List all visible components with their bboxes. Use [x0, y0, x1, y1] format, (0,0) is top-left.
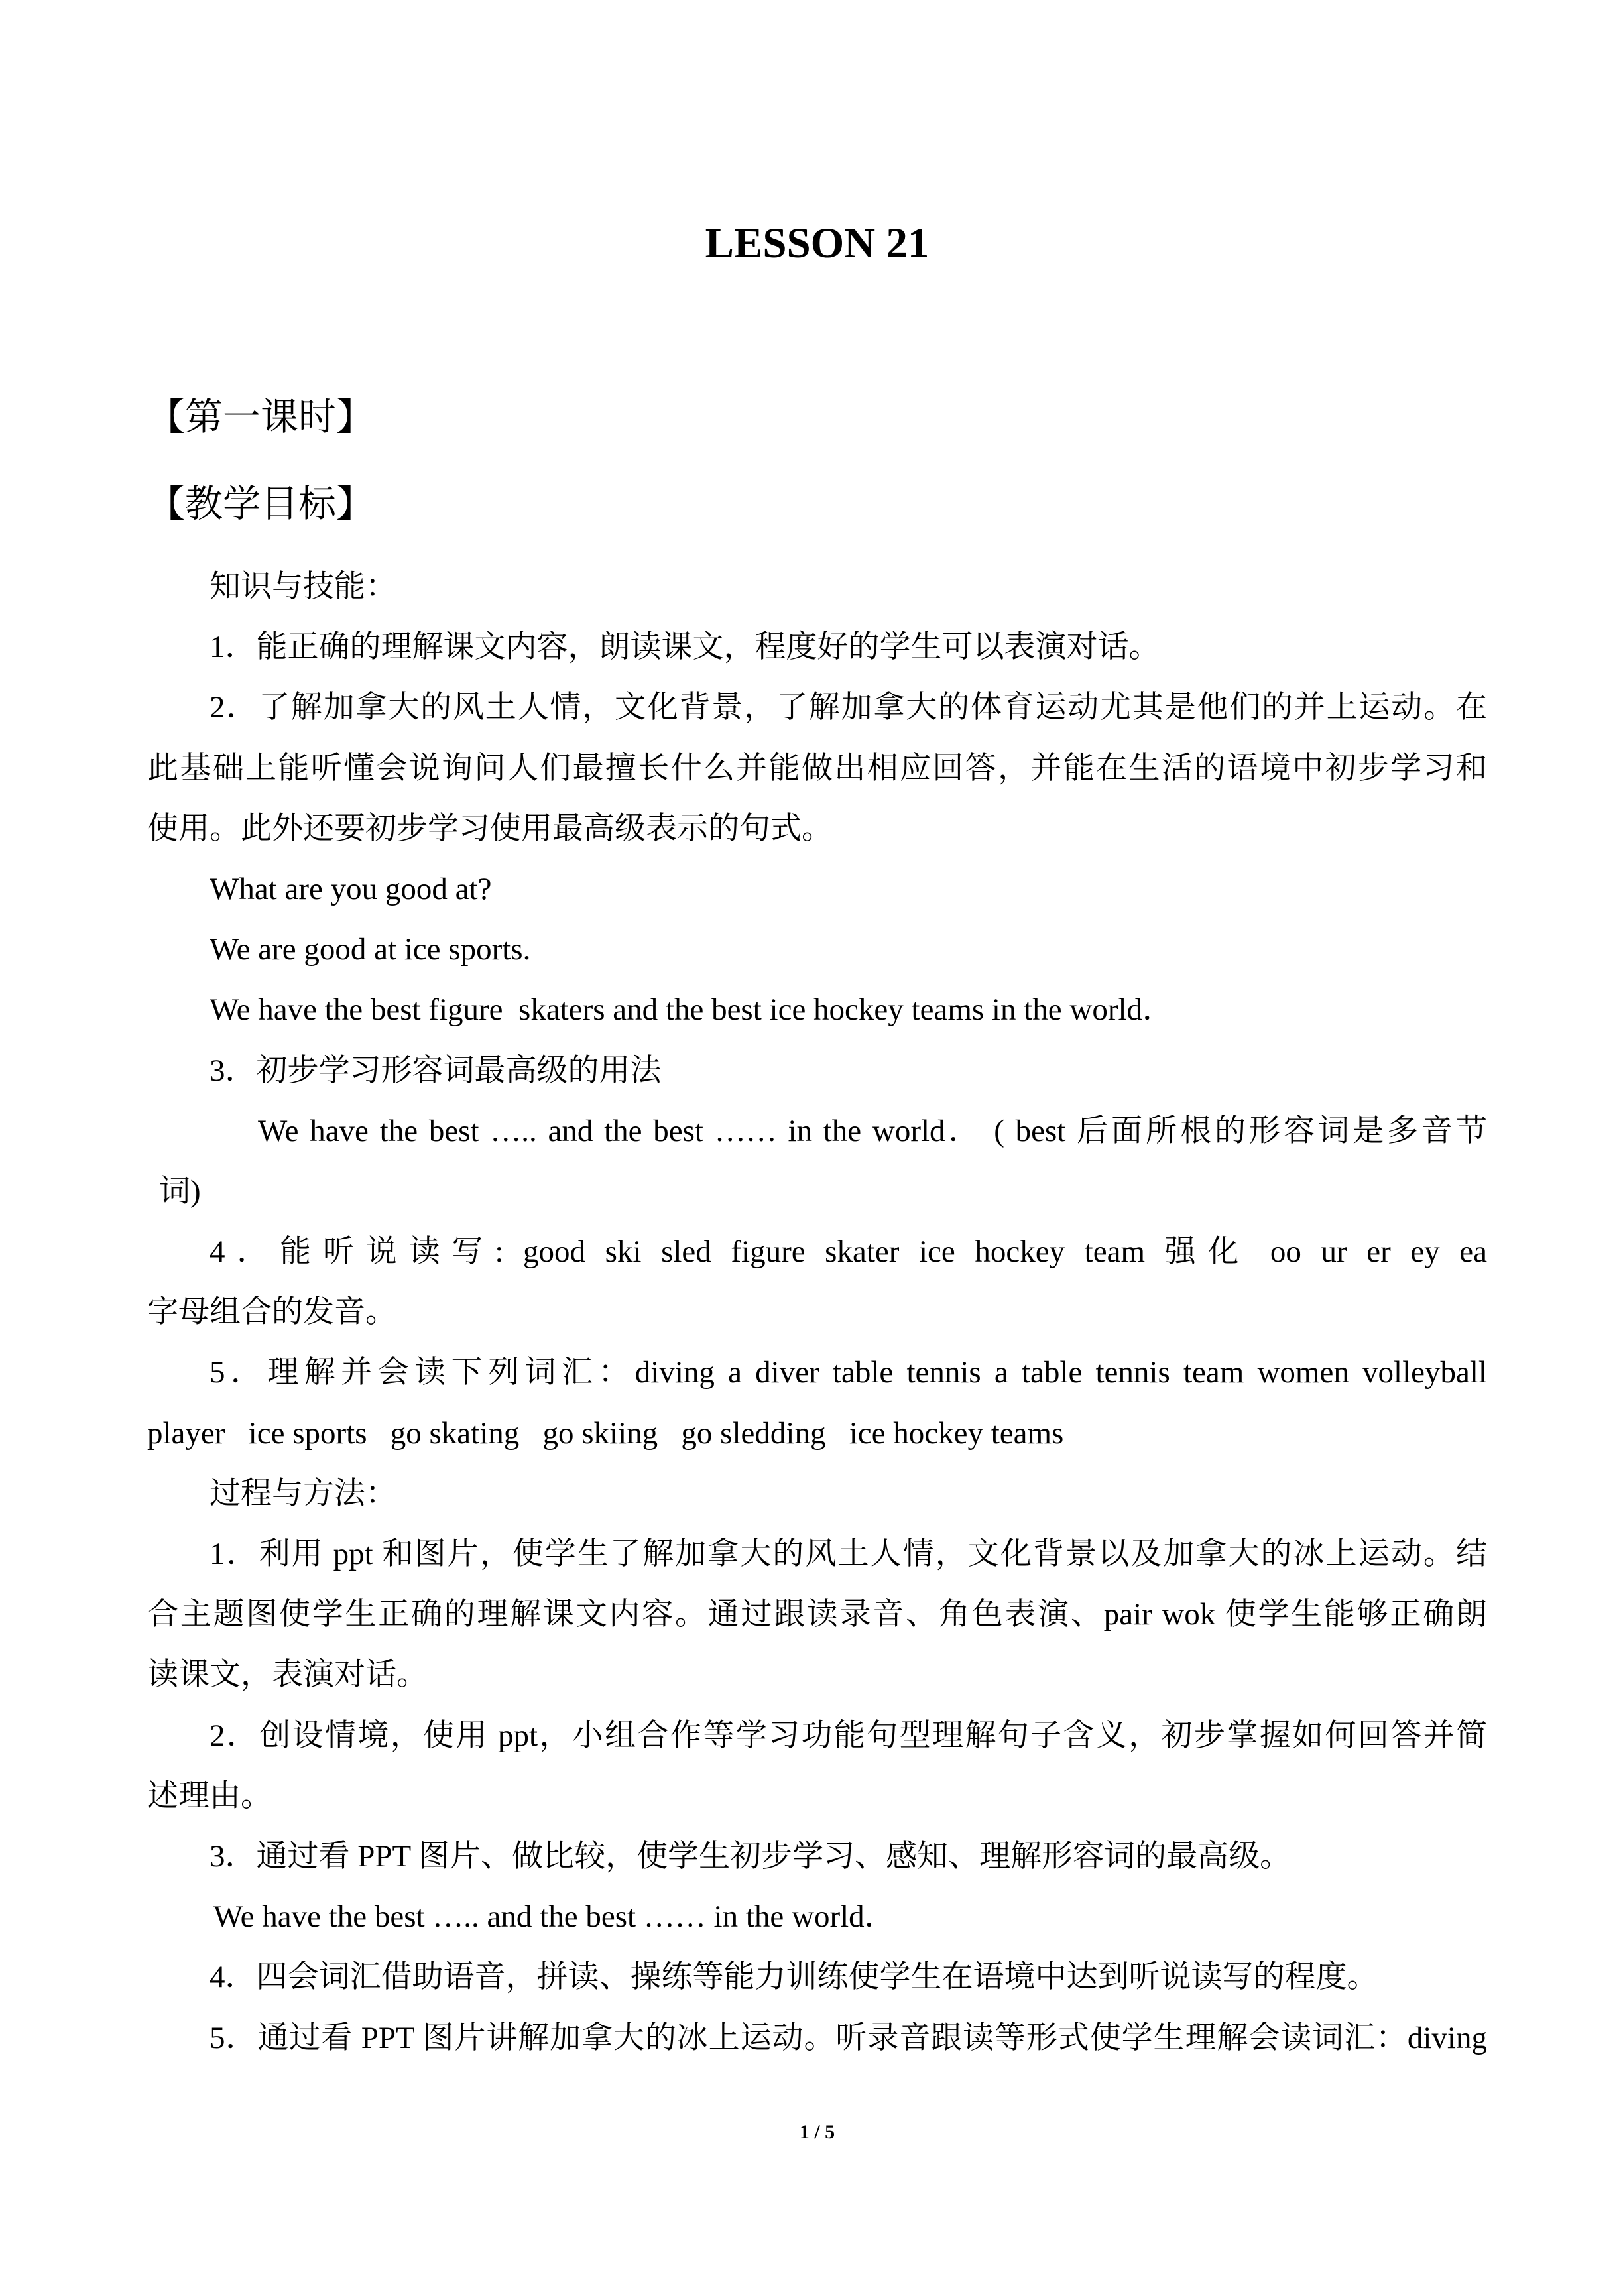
example-sentence: 词) — [159, 1174, 201, 1209]
method-line: 3．通过看 PPT 图片、做比较，使学生初步学习、感知、理解形容词的最高级。 — [210, 1839, 1292, 1874]
method-line: 1．利用 ppt 和图片，使学生了解加拿大的风土人情，文化背景以及加拿大的冰上运动。结 — [210, 1537, 1487, 1571]
objective-line: 3．初步学习形容词最高级的用法 — [210, 1053, 662, 1088]
objective-line: player ice sports go skating go skiing go sledding ice hockey teams — [147, 1416, 1064, 1451]
example-sentence: What are you good at? — [210, 871, 492, 906]
method-line: 读课文，表演对话。 — [147, 1658, 428, 1693]
lesson-title: LESSON 21 — [705, 219, 930, 267]
objectives-body — [147, 557, 1487, 2069]
objective-line: 1．能正确的理解课文内容，朗读课文，程度好的学生可以表演对话。 — [210, 630, 1160, 665]
example-sentence: We have the best figure skaters and the best ice hockey teams in the world． — [210, 993, 1174, 1028]
example-sentence: We have the best ….. and the best …… in the world． — [213, 1900, 896, 1935]
objective-line: 此基础上能听懂会说询问人们最擅长什么并能做出相应回答，并能在生活的语境中初步学习和 — [147, 751, 1487, 786]
objective-line: 使用。此外还要初步学习使用最高级表示的句式。 — [147, 811, 833, 846]
example-sentence: We are good at ice sports. — [210, 932, 531, 967]
objective-line: 4．能听说读写: good ski sled figure skater ice hockey team 强化 oo ur er ey ea — [210, 1235, 1487, 1270]
example-sentence: We have the best ….. and the best …… in the world． ( best 后面所根的形容词是多音节 — [258, 1113, 1487, 1148]
method-line: 5．通过看 PPT 图片讲解加拿大的冰上运动。听录音跟读等形式使学生理解会读词汇：diving — [210, 2020, 1487, 2055]
knowledge-skills-label: 知识与技能： — [210, 570, 396, 604]
objectives-heading: 【教学目标】 — [147, 483, 374, 525]
objective-line: 字母组合的发音。 — [147, 1295, 396, 1330]
method-line: 2．创设情境，使用 ppt，小组合作等学习功能句型理解句子含义，初步掌握如何回答并简 — [210, 1718, 1487, 1753]
period-heading: 【第一课时】 — [147, 396, 374, 438]
method-line: 合主题图使学生正确的理解课文内容。通过跟读录音、角色表演、pair wok 使学生能够正确朗 — [147, 1597, 1487, 1632]
objective-line: 2．了解加拿大的风土人情，文化背景，了解加拿大的体育运动尤其是他们的并上运动。在 — [210, 690, 1487, 725]
process-methods-label: 过程与方法： — [210, 1476, 396, 1511]
method-line: 述理由。 — [147, 1778, 272, 1813]
objective-line: 5．理解并会读下列词汇：diving a diver table tennis a table tennis team women volleyball — [210, 1355, 1487, 1390]
page-number: 1 / 5 — [799, 2121, 835, 2143]
method-line: 4．四会词汇借助语音，拼读、操练等能力训练使学生在语境中达到听说读写的程度。 — [210, 1960, 1378, 1995]
